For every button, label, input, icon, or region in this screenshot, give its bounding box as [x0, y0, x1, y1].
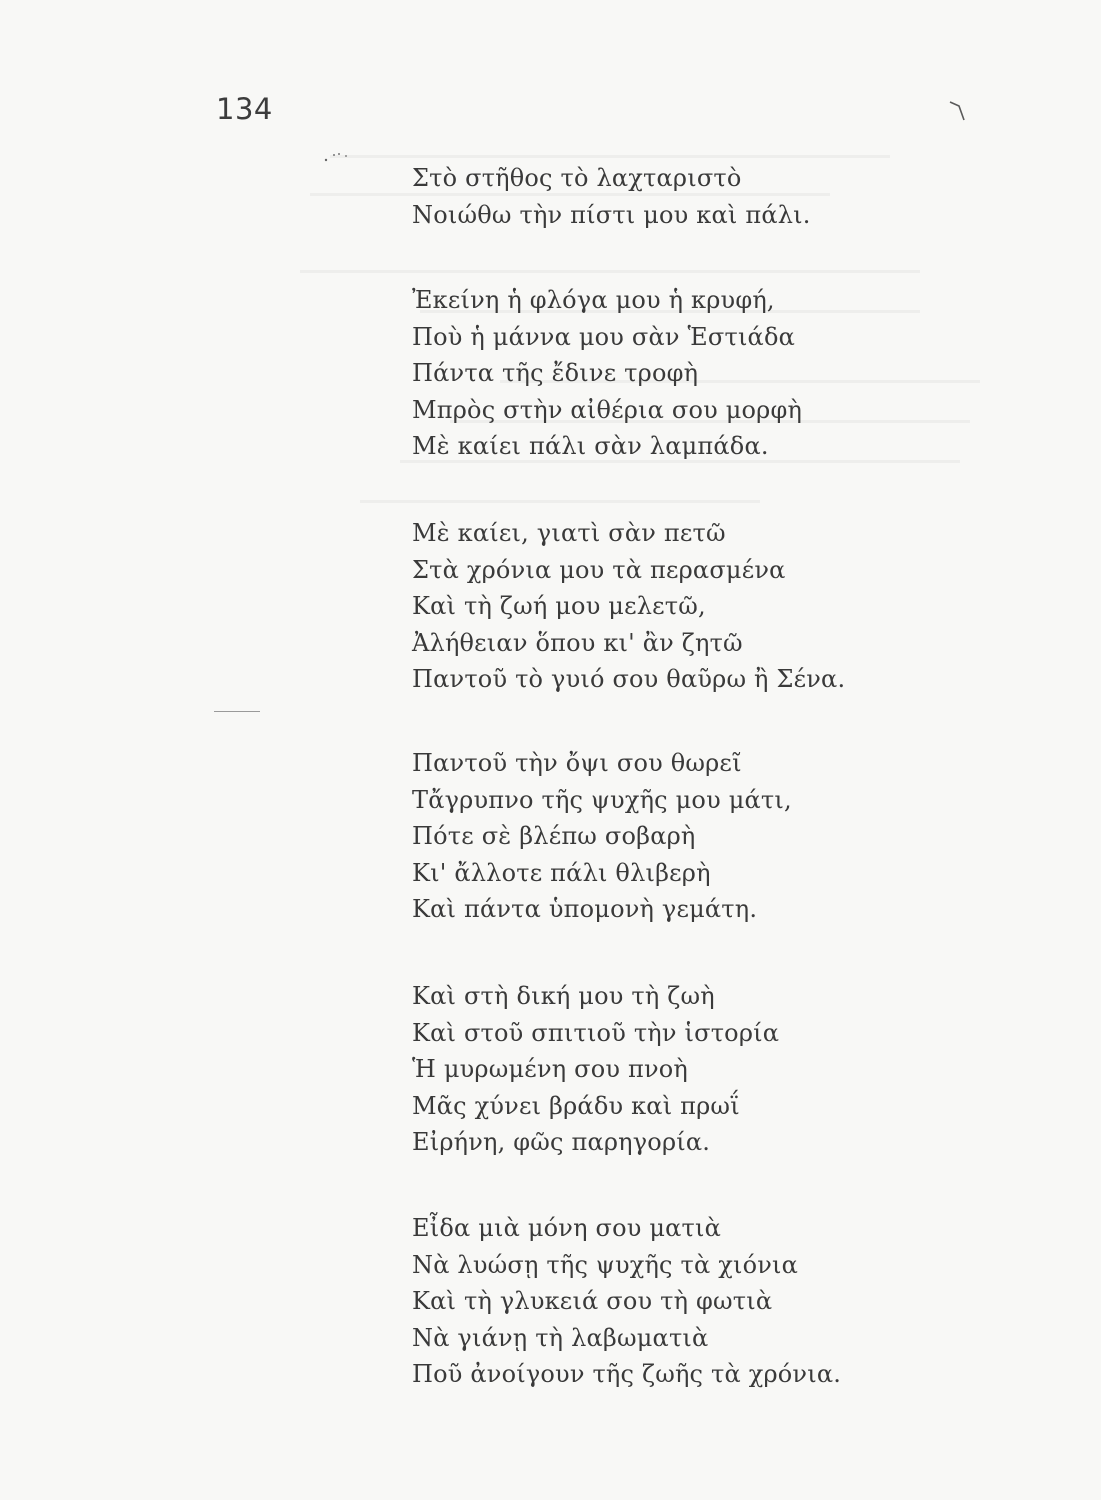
verse-line: Ἀλήθειαν ὅπου κι' ἂν ζητῶ — [412, 628, 743, 657]
verse-line: Νοιώθω τὴν πίστι μου καὶ πάλι. — [412, 200, 811, 229]
verse-line: Μὲ καίει πάλι σὰν λαμπάδα. — [412, 432, 769, 460]
stanza-1 — [412, 160, 1072, 233]
verse-line: Τἄγρυπνο τῆς ψυχῆς μου μάτι, — [412, 785, 792, 814]
verse-line: Ἡ μυρωμένη σου πνοὴ — [412, 1055, 688, 1083]
stanza-4 — [412, 745, 1072, 928]
ink-speck-icon — [322, 150, 356, 164]
verse-line: Κι' ἄλλοτε πάλι θλιβερὴ — [412, 858, 711, 887]
verse-line: Νὰ γιάνῃ τὴ λαβωματιὰ — [412, 1323, 709, 1352]
verse-line: Στὰ χρόνια μου τὰ περασμένα — [412, 555, 786, 584]
verse-line: Μὲ καίει, γιατὶ σὰν πετῶ — [412, 519, 726, 547]
verse-line: Καὶ τὴ ζωή μου μελετῶ, — [412, 592, 706, 620]
verse-line: Καὶ στοῦ σπιτιοῦ τὴν ἱστορία — [412, 1018, 780, 1047]
stanza-5 — [412, 978, 1072, 1161]
margin-dash — [214, 711, 260, 712]
stanza-3 — [412, 515, 1072, 698]
verse-line: Καὶ στὴ δική μου τὴ ζωὴ — [412, 982, 715, 1010]
stanza-2 — [412, 282, 1072, 465]
verse-line: Μπρὸς στὴν αἰθέρια σου μορφὴ — [412, 395, 803, 424]
pencil-mark-icon — [946, 96, 972, 122]
verse-line: Παντοῦ τὸ γυιό σου θαῦρω ἢ Σένα. — [412, 665, 846, 693]
verse-line: Εἶδα μιὰ μόνη σου ματιὰ — [412, 1214, 722, 1242]
verse-line: Μᾶς χύνει βράδυ καὶ πρωΐ — [412, 1091, 740, 1120]
verse-line: Στὸ στῆθος τὸ λαχταριστὸ — [412, 164, 742, 192]
verse-line: Πάντα τῆς ἔδινε τροφὴ — [412, 359, 699, 387]
verse-line: Πότε σὲ βλέπω σοβαρὴ — [412, 822, 696, 850]
verse-line: Ποὺ ἡ μάννα μου σὰν Ἑστιάδα — [412, 322, 796, 351]
verse-line: Ἐκείνη ἡ φλόγα μου ἡ κρυφή, — [412, 286, 775, 314]
verse-line: Ποῦ ἀνοίγουν τῆς ζωῆς τὰ χρόνια. — [412, 1360, 842, 1388]
verse-line: Καὶ τὴ γλυκειά σου τὴ φωτιὰ — [412, 1287, 773, 1315]
verse-line: Εἰρήνη, φῶς παρηγορία. — [412, 1128, 711, 1156]
verse-line: Νὰ λυώσῃ τῆς ψυχῆς τὰ χιόνια — [412, 1250, 799, 1279]
page-number: 134 — [216, 92, 273, 126]
verse-line: Καὶ πάντα ὑπομονὴ γεμάτη. — [412, 895, 758, 923]
stanza-6 — [412, 1210, 1072, 1393]
verse-line: Παντοῦ τὴν ὄψι σου θωρεῖ — [412, 749, 742, 777]
